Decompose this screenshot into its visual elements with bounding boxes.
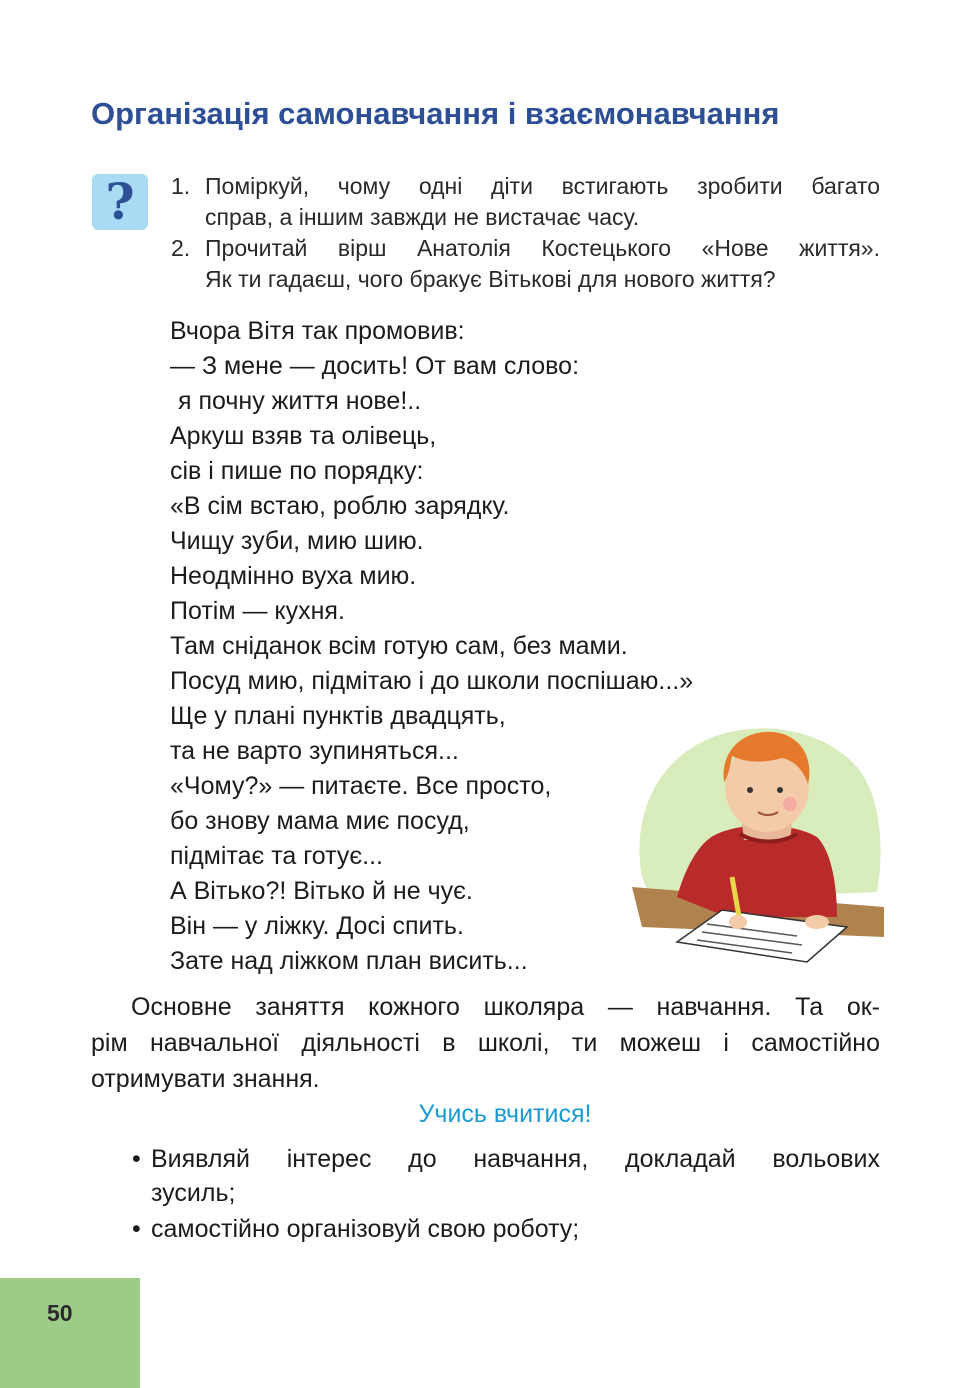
question-item	[171, 233, 880, 295]
poem-line: Потім — кухня.	[170, 597, 345, 625]
poem-line: А Вітько?! Вітько й не чує.	[170, 877, 473, 905]
poem-line: я почну життя нове!..	[178, 387, 422, 415]
poem	[170, 314, 693, 979]
poem-line: Неодмінно вуха мию.	[170, 562, 417, 590]
paragraph-line: Основне заняття кожного школяра — навчання. Та ок-	[131, 993, 880, 1021]
question-mark-icon	[92, 174, 148, 230]
question-text-line: Прочитай вірш Анатолія Костецького «Нове життя».	[205, 235, 880, 261]
bullet-item	[132, 1142, 880, 1210]
poem-line: — З мене — досить! От вам слово:	[170, 352, 580, 380]
poem-line: Аркуш взяв та олівець,	[170, 422, 437, 450]
bullet-text-line: зусиль;	[151, 1179, 236, 1207]
poem-line: Ще у плані пунктів двадцять,	[170, 702, 506, 730]
question-text-line: справ, а іншим завжди не вистачає часу.	[205, 204, 640, 230]
question-text-line: Як ти гадаєш, чого бракує Вітькові для нового життя?	[205, 266, 776, 292]
question-item	[171, 171, 880, 233]
paragraph-line: отримувати знання.	[91, 1065, 320, 1093]
poem-line: бо знову мама миє посуд,	[170, 807, 470, 835]
bullet-dot: •	[132, 1215, 141, 1243]
poem-line: підмітає та готує...	[170, 842, 383, 870]
bullet-dot: •	[132, 1145, 141, 1173]
paragraph-line: рім навчальної діяльності в школі, ти можеш і самостійно	[91, 1029, 880, 1057]
question-number: 2.	[171, 235, 191, 261]
poem-line: «В сім встаю, роблю зарядку.	[170, 492, 510, 520]
question-text-line: Поміркуй, чому одні діти встигають зробити багато	[205, 173, 880, 199]
poem-line: сів і пише по порядку:	[170, 457, 424, 485]
boy-writing-illustration	[632, 712, 884, 972]
poem-line: та не варто зупиняться...	[170, 737, 459, 765]
question-glyph: ?	[105, 172, 135, 231]
section-subheading: Учись вчитися!	[418, 1100, 592, 1128]
poem-line: Там сніданок всім готую сам, без мами.	[170, 632, 628, 660]
poem-line: «Чому?» — питаєте. Все просто,	[170, 772, 552, 800]
question-number: 1.	[171, 173, 191, 199]
poem-line: Вчора Вітя так промовив:	[170, 317, 465, 345]
poem-line: Зате над ліжком план висить...	[170, 947, 528, 975]
bullet-text-line: самостійно організовуй свою роботу;	[151, 1215, 580, 1243]
bullet-item	[132, 1212, 880, 1246]
poem-line: Чищу зуби, мию шию.	[170, 527, 424, 555]
page-number-tab	[0, 1278, 140, 1388]
page-heading: Організація самонавчання і взаємонавчання	[91, 96, 780, 131]
page-number: 50	[47, 1300, 73, 1326]
poem-line: Посуд мию, підмітаю і до школи поспішаю...»	[170, 667, 694, 695]
body-paragraph	[91, 989, 880, 1097]
poem-line: Він — у ліжку. Досі спить.	[170, 912, 464, 940]
bullet-text-line: Виявляй інтерес до навчання, докладай вольових	[151, 1145, 880, 1173]
